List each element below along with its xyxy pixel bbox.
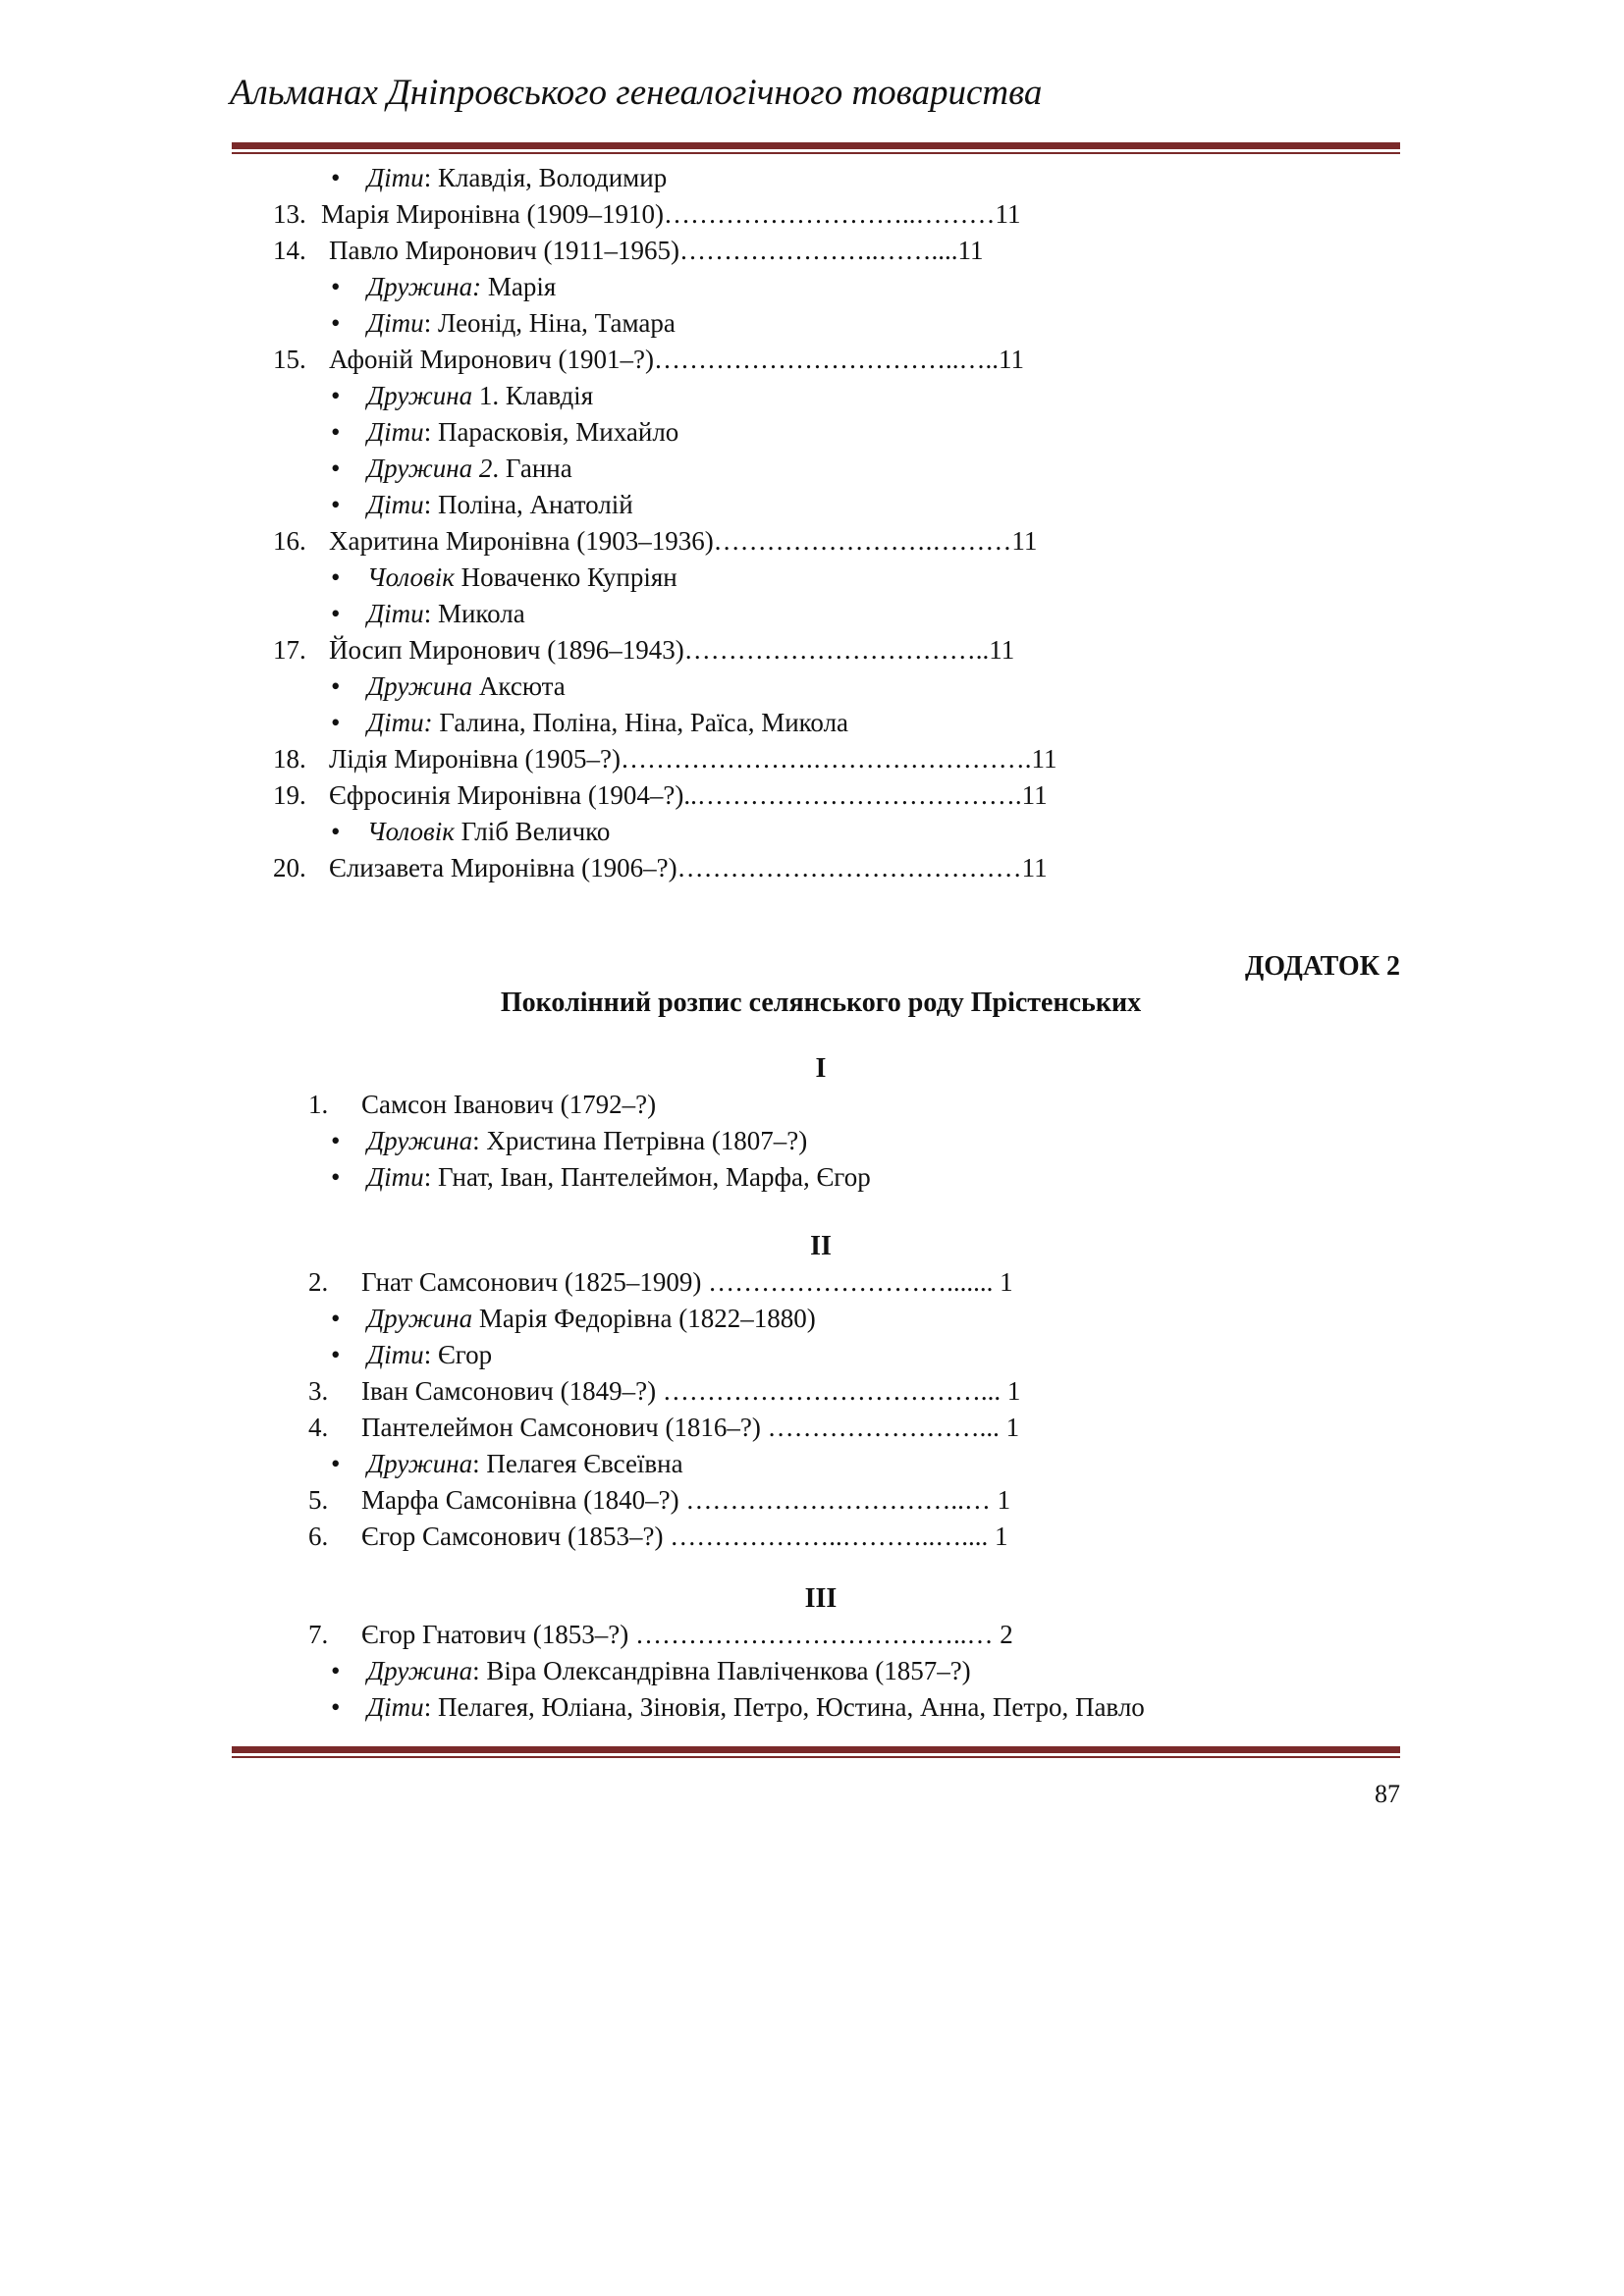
bullet-icon: •	[331, 817, 341, 846]
bullet-icon: •	[331, 1304, 341, 1333]
item-text: Павло Миронович (1911–1965)…………………..……....11	[329, 236, 984, 265]
bullet-label: Дружина	[367, 1656, 473, 1685]
bullet-icon: •	[331, 1126, 341, 1155]
item-text: Йосип Миронович (1896–1943)……………………………..11	[329, 635, 1015, 665]
item-text: Гнат Самсонович (1825–1909) ………………………....... 1	[361, 1267, 1013, 1297]
bullet-label: Дружина	[367, 1449, 473, 1478]
item-number: 7.	[308, 1620, 329, 1649]
item-text: Єгор Самсонович (1853–?) ………………..………..….... 1	[361, 1522, 1008, 1551]
item-text: Афоній Миронович (1901–?)……………………………..…..11	[329, 345, 1025, 374]
item-number: 3.	[308, 1376, 329, 1406]
bullet-text: : Гнат, Іван, Пантелеймон, Марфа, Єгор	[423, 1162, 871, 1192]
bullet-label: Діти	[367, 490, 424, 519]
bullet-label: Діти	[367, 308, 424, 338]
item-text: Єлизавета Миронівна (1906–?)…………………………………11	[329, 853, 1048, 882]
bullet-icon: •	[331, 381, 341, 410]
bullet-icon: •	[331, 708, 341, 737]
item-number: 18.	[273, 744, 306, 774]
item-number: 6.	[308, 1522, 329, 1551]
bullet-icon: •	[331, 163, 341, 192]
bullet-label: Діти	[367, 417, 424, 447]
item-number: 2.	[308, 1267, 329, 1297]
bullet-text: : Поліна, Анатолій	[423, 490, 633, 519]
bullet-icon: •	[331, 671, 341, 701]
item-number: 4.	[308, 1413, 329, 1442]
bullet-text: Марія Федорівна (1822–1880)	[472, 1304, 816, 1333]
bullet-label: Дружина	[367, 1126, 473, 1155]
item-text: Харитина Миронівна (1903–1936)…………………….………11	[329, 526, 1038, 556]
item-number: 15.	[273, 345, 306, 374]
item-text: Єфросинія Миронівна (1904–?)..……………………………….11	[329, 780, 1048, 810]
bullet-icon: •	[331, 454, 341, 483]
item-number: 17.	[273, 635, 306, 665]
bullet-icon: •	[331, 308, 341, 338]
bullet-label: Дружина	[367, 1304, 473, 1333]
item-text: Іван Самсонович (1849–?) ………………………………... 1	[361, 1376, 1021, 1406]
item-text: Самсон Іванович (1792–?)	[361, 1090, 657, 1119]
bullet-label: Діти	[367, 599, 424, 628]
bullet-text: Гліб Величко	[454, 817, 611, 846]
running-header: Альманах Дніпровського генеалогічного товариства	[230, 73, 1043, 113]
item-text: Лідія Миронівна (1905–?)………………….…………………….11	[329, 744, 1057, 774]
item-text: Марфа Самсонівна (1840–?) …………………………..… 1	[361, 1485, 1011, 1515]
bullet-text: : Пелагея Євсеївна	[472, 1449, 683, 1478]
bullet-icon: •	[331, 1656, 341, 1685]
bullet-icon: •	[331, 1449, 341, 1478]
bullet-label: Діти:	[367, 708, 433, 737]
bullet-label: Діти	[367, 1340, 424, 1369]
generation-heading: I	[815, 1053, 827, 1084]
item-text: Пантелеймон Самсонович (1816–?) ……………………... 1	[361, 1413, 1020, 1442]
bullet-label: Діти	[367, 1162, 424, 1192]
bullet-text: Марія	[481, 272, 557, 301]
bullet-text: : Леонід, Ніна, Тамара	[423, 308, 676, 338]
bullet-icon: •	[331, 1340, 341, 1369]
item-number: 14.	[273, 236, 306, 265]
bullet-text: . Ганна	[492, 454, 572, 483]
page-number: 87	[1375, 1780, 1400, 1808]
bullet-icon: •	[331, 562, 341, 592]
bullet-text: : Віра Олександрівна Павліченкова (1857–?)	[472, 1656, 971, 1685]
bullet-text: Галина, Поліна, Ніна, Раїса, Микола	[432, 708, 849, 737]
header-rule	[232, 142, 1400, 154]
appendix-label: ДОДАТОК 2	[1244, 951, 1400, 982]
item-number: 20.	[273, 853, 306, 882]
bullet-icon: •	[331, 1692, 341, 1722]
appendix-title: Поколінний розпис селянського роду Прістенських	[500, 988, 1142, 1018]
bullet-text: : Клавдія, Володимир	[423, 163, 668, 192]
bullet-label: Дружина:	[367, 272, 482, 301]
bullet-text: Аксюта	[472, 671, 566, 701]
bullet-text: : Пелагея, Юліана, Зіновія, Петро, Юстина, Анна, Петро, Павло	[423, 1692, 1145, 1722]
generation-heading: III	[804, 1583, 838, 1614]
item-text: Єгор Гнатович (1853–?) ………………………………..… 2	[361, 1620, 1013, 1649]
bullet-text: : Парасковія, Михайло	[423, 417, 679, 447]
bullet-icon: •	[331, 599, 341, 628]
bullet-text: 1. Клавдія	[472, 381, 594, 410]
bullet-text: : Христина Петрівна (1807–?)	[472, 1126, 808, 1155]
bullet-label: Дружина 2	[367, 454, 493, 483]
item-number: 13.	[273, 199, 306, 229]
item-text: Марія Миронівна (1909–1910)………………………..………11	[321, 199, 1021, 229]
bullet-label: Діти	[367, 163, 424, 192]
bullet-label: Чоловік	[367, 817, 455, 846]
footer-rule	[232, 1746, 1400, 1758]
bullet-icon: •	[331, 1162, 341, 1192]
generation-heading: II	[810, 1231, 832, 1261]
bullet-label: Дружина	[367, 381, 473, 410]
item-number: 5.	[308, 1485, 329, 1515]
item-number: 19.	[273, 780, 306, 810]
bullet-text: : Єгор	[423, 1340, 493, 1369]
bullet-text: : Микола	[423, 599, 525, 628]
bullet-icon: •	[331, 272, 341, 301]
bullet-icon: •	[331, 490, 341, 519]
bullet-label: Чоловік	[367, 562, 455, 592]
bullet-text: Новаченко Купріян	[454, 562, 677, 592]
item-number: 16.	[273, 526, 306, 556]
bullet-label: Дружина	[367, 671, 473, 701]
bullet-icon: •	[331, 417, 341, 447]
item-number: 1.	[308, 1090, 329, 1119]
bullet-label: Діти	[367, 1692, 424, 1722]
